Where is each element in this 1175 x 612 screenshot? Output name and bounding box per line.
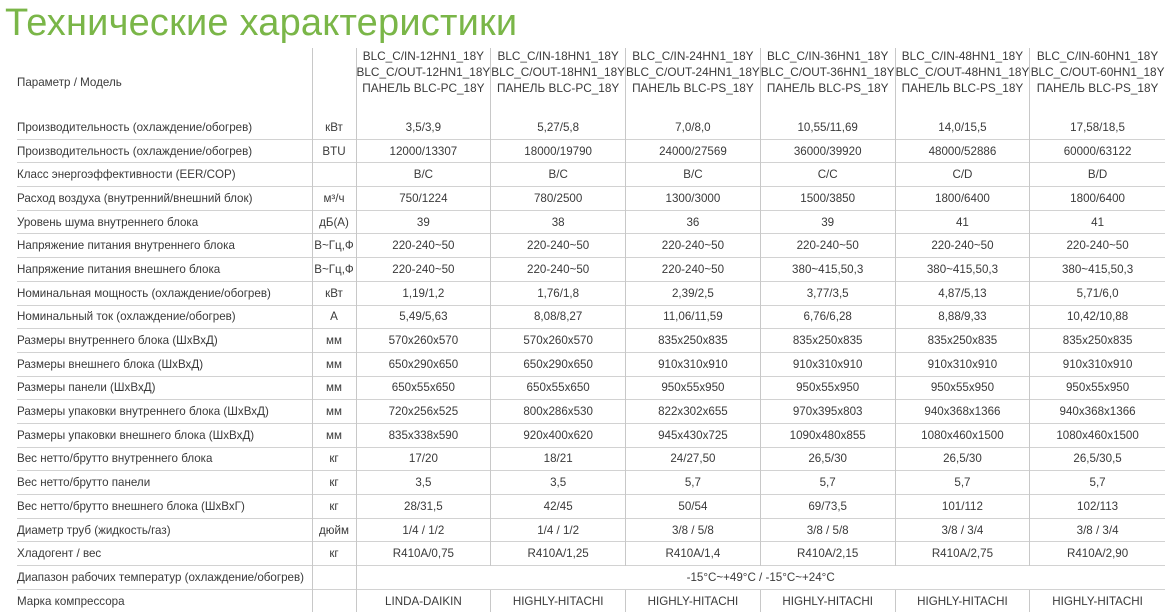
value-cell: 570x260x570 [356,329,491,353]
value-cell: 780/2500 [491,187,626,211]
value-cell: 650x290x650 [491,352,626,376]
value-cell: HIGHLY-HITACHI [760,589,895,612]
value-cell: 101/112 [895,495,1030,519]
value-cell: 5,7 [626,471,761,495]
value-cell: 5,49/5,63 [356,305,491,329]
value-cell: C/C [760,163,895,187]
value-cell: 950x55x950 [626,376,761,400]
table-row [17,163,1165,187]
unit-cell: дБ(А) [312,210,356,234]
unit-cell [312,589,356,612]
value-cell: 910x310x910 [1030,352,1165,376]
unit-cell [312,163,356,187]
outdoor-unit-model: BLC_C/OUT-12HN1_18Y [356,65,491,79]
unit-cell: м³/ч [312,187,356,211]
param-label: Класс энергоэффективности (EER/COP) [17,163,312,187]
value-cell: 28/31,5 [356,495,491,519]
value-cell: 220-240~50 [491,234,626,258]
param-label: Уровень шума внутреннего блока [17,210,312,234]
header-row [17,48,1165,116]
unit-cell: дюйм [312,518,356,542]
unit-cell: кВт [312,116,356,139]
table-row [17,234,1165,258]
value-cell: 220-240~50 [895,234,1030,258]
value-cell: 5,7 [895,471,1030,495]
temperature-range-cell: -15°C~+49°C / -15°C~+24°C [356,566,1165,590]
value-cell: 950x55x950 [760,376,895,400]
table-row [17,352,1165,376]
unit-cell [312,566,356,590]
value-cell: 220-240~50 [626,234,761,258]
value-cell: 220-240~50 [626,258,761,282]
value-cell: 69/73,5 [760,495,895,519]
value-cell: 835x250x835 [895,329,1030,353]
value-cell: 1800/6400 [895,187,1030,211]
value-cell: 940x368x1366 [1030,400,1165,424]
outdoor-unit-model: BLC_C/OUT-18HN1_18Y [491,65,626,79]
table-row [17,116,1165,139]
param-header: Параметр / Модель [17,75,122,89]
value-cell: 1/4 / 1/2 [356,518,491,542]
value-cell: 220-240~50 [356,234,491,258]
param-label: Номинальная мощность (охлаждение/обогрев) [17,281,312,305]
unit-cell: мм [312,329,356,353]
value-cell: 42/45 [491,495,626,519]
table-row [17,423,1165,447]
value-cell: 835x250x835 [626,329,761,353]
value-cell: 920x400x620 [491,423,626,447]
value-cell: 26,5/30,5 [1030,447,1165,471]
value-cell: 3/8 / 3/4 [895,518,1030,542]
unit-cell: кг [312,471,356,495]
unit-cell: А [312,305,356,329]
value-cell: 5,7 [760,471,895,495]
value-cell: 3,77/3,5 [760,281,895,305]
table-row [17,305,1165,329]
value-cell: 41 [895,210,1030,234]
value-cell: HIGHLY-HITACHI [491,589,626,612]
value-cell: 11,06/11,59 [626,305,761,329]
value-cell: 10,42/10,88 [1030,305,1165,329]
value-cell: 14,0/15,5 [895,116,1030,139]
value-cell: R410A/1,4 [626,542,761,566]
table-row [17,566,1165,590]
param-label: Напряжение питания внешнего блока [17,258,312,282]
table-row [17,187,1165,211]
value-cell: 800x286x530 [491,400,626,424]
model-header [626,48,761,116]
value-cell: 945x430x725 [626,423,761,447]
table-row [17,258,1165,282]
value-cell: 5,7 [1030,471,1165,495]
value-cell: 3,5 [356,471,491,495]
param-label: Производительность (охлаждение/обогрев) [17,120,253,134]
value-cell: 24/27,50 [626,447,761,471]
value-cell: 950x55x950 [1030,376,1165,400]
table-row [17,542,1165,566]
outdoor-unit-model: BLC_C/OUT-36HN1_18Y [760,65,895,79]
value-cell: R410A/0,75 [356,542,491,566]
param-label: Вес нетто/брутто внутреннего блока [17,447,312,471]
param-label: Размеры внутреннего блока (ШхВхД) [17,329,312,353]
value-cell: 220-240~50 [356,258,491,282]
value-cell: 1080x460x1500 [1030,423,1165,447]
unit-cell: В~Гц,Ф [312,234,356,258]
param-label: Напряжение питания внутреннего блока [17,234,312,258]
value-cell: 18/21 [491,447,626,471]
unit-cell: мм [312,423,356,447]
value-cell: 1090x480x855 [760,423,895,447]
value-cell: 220-240~50 [760,234,895,258]
param-label: Номинальный ток (охлаждение/обогрев) [17,305,312,329]
value-cell: 1,19/1,2 [356,281,491,305]
value-cell: HIGHLY-HITACHI [1030,589,1165,612]
value-cell: R410A/2,15 [760,542,895,566]
value-cell: 910x310x910 [760,352,895,376]
value-cell: R410A/1,25 [491,542,626,566]
model-header [491,48,626,116]
value-cell: 8,08/8,27 [491,305,626,329]
value-cell: 822x302x655 [626,400,761,424]
table-row [17,376,1165,400]
value-cell: 8,88/9,33 [895,305,1030,329]
value-cell: 835x338x590 [356,423,491,447]
param-label: Производительность (охлаждение/обогрев) [17,139,312,163]
param-label: Размеры панели (ШхВхД) [17,376,312,400]
value-cell: 3,5 [491,471,626,495]
panel-model: ПАНЕЛЬ BLC-PS_18Y [1036,81,1159,95]
unit-cell: мм [312,352,356,376]
outdoor-unit-model: BLC_C/OUT-60HN1_18Y [1030,65,1165,79]
value-cell: 18000/19790 [491,139,626,163]
value-cell: 4,87/5,13 [895,281,1030,305]
value-cell: 970x395x803 [760,400,895,424]
spec-table [17,48,1165,612]
table-row [17,400,1165,424]
value-cell: HIGHLY-HITACHI [626,589,761,612]
param-label: Вес нетто/брутто внешнего блока (ШхВхГ) [17,495,312,519]
unit-cell: В~Гц,Ф [312,258,356,282]
value-cell: 36000/39920 [760,139,895,163]
indoor-unit-model: BLC_C/IN-48HN1_18Y [901,49,1024,63]
value-cell: 570x260x570 [491,329,626,353]
value-cell: 1300/3000 [626,187,761,211]
indoor-unit-model: BLC_C/IN-12HN1_18Y [362,49,485,63]
value-cell: 17,58/18,5 [1030,116,1165,139]
table-row [17,495,1165,519]
value-cell: R410A/2,75 [895,542,1030,566]
panel-model: ПАНЕЛЬ BLC-PS_18Y [901,81,1024,95]
table-row [17,329,1165,353]
value-cell: 5,27/5,8 [491,116,626,139]
table-row [17,210,1165,234]
unit-cell: BTU [312,139,356,163]
outdoor-unit-model: BLC_C/OUT-24HN1_18Y [626,65,760,79]
value-cell: 650x290x650 [356,352,491,376]
unit-cell: кг [312,542,356,566]
value-cell: B/C [626,163,761,187]
page-title: Технические характеристики [5,2,518,44]
value-cell: 380~415,50,3 [1030,258,1165,282]
value-cell: B/C [356,163,491,187]
value-cell: 950x55x950 [895,376,1030,400]
value-cell: 6,76/6,28 [760,305,895,329]
unit-cell: кг [312,495,356,519]
value-cell: 1500/3850 [760,187,895,211]
value-cell: 38 [491,210,626,234]
panel-model: ПАНЕЛЬ BLC-PS_18Y [632,81,754,95]
value-cell: 910x310x910 [626,352,761,376]
outdoor-unit-model: BLC_C/OUT-48HN1_18Y [895,65,1030,79]
table-row [17,471,1165,495]
value-cell: 1/4 / 1/2 [491,518,626,542]
indoor-unit-model: BLC_C/IN-36HN1_18Y [767,49,889,63]
param-label: Диапазон рабочих температур (охлаждение/обогрев) [17,566,312,590]
unit-cell: кВт [312,281,356,305]
value-cell: 2,39/2,5 [626,281,761,305]
unit-header [312,48,356,116]
model-header [1030,48,1165,116]
panel-model: ПАНЕЛЬ BLC-PS_18Y [766,81,889,95]
value-cell: 1080x460x1500 [895,423,1030,447]
unit-cell: кг [312,447,356,471]
value-cell: 48000/52886 [895,139,1030,163]
param-label: Хладогент / вес [17,542,312,566]
value-cell: LINDA-DAIKIN [356,589,491,612]
table-row [17,281,1165,305]
value-cell: 650x55x650 [491,376,626,400]
param-label: Расход воздуха (внутренний/внешний блок) [17,187,312,211]
value-cell: 650x55x650 [356,376,491,400]
unit-cell: мм [312,376,356,400]
param-label: Марка компрессора [17,589,312,612]
value-cell: 3/8 / 3/4 [1030,518,1165,542]
panel-model: ПАНЕЛЬ BLC-PC_18Y [496,81,620,95]
value-cell: 50/54 [626,495,761,519]
value-cell: 26,5/30 [895,447,1030,471]
param-label: Диаметр труб (жидкость/газ) [17,518,312,542]
value-cell: 1800/6400 [1030,187,1165,211]
value-cell: 10,55/11,69 [760,116,895,139]
value-cell: 60000/63122 [1030,139,1165,163]
table-row [17,139,1165,163]
model-header [760,48,895,116]
param-label: Размеры внешнего блока (ШхВхД) [17,352,312,376]
table-row [17,589,1165,612]
value-cell: C/D [895,163,1030,187]
value-cell: 835x250x835 [1030,329,1165,353]
value-cell: 3,5/3,9 [356,116,491,139]
value-cell: 39 [356,210,491,234]
indoor-unit-model: BLC_C/IN-24HN1_18Y [632,49,754,63]
value-cell: 910x310x910 [895,352,1030,376]
value-cell: 36 [626,210,761,234]
value-cell: 5,71/6,0 [1030,281,1165,305]
value-cell: 41 [1030,210,1165,234]
table-row [17,447,1165,471]
param-label: Размеры упаковки внутреннего блока (ШхВхД) [17,400,312,424]
value-cell: R410A/2,90 [1030,542,1165,566]
table-row [17,518,1165,542]
indoor-unit-model: BLC_C/IN-60HN1_18Y [1036,49,1159,63]
value-cell: 220-240~50 [491,258,626,282]
value-cell: 1,76/1,8 [491,281,626,305]
value-cell: 3/8 / 5/8 [626,518,761,542]
model-header [356,48,491,116]
param-label: Размеры упаковки внешнего блока (ШхВхД) [17,423,312,447]
panel-model: ПАНЕЛЬ BLC-PC_18Y [362,81,485,95]
value-cell: 39 [760,210,895,234]
value-cell: B/C [491,163,626,187]
value-cell: 7,0/8,0 [626,116,761,139]
value-cell: 17/20 [356,447,491,471]
value-cell: 12000/13307 [356,139,491,163]
value-cell: 3/8 / 5/8 [760,518,895,542]
value-cell: 24000/27569 [626,139,761,163]
value-cell: 102/113 [1030,495,1165,519]
value-cell: 380~415,50,3 [760,258,895,282]
value-cell: HIGHLY-HITACHI [895,589,1030,612]
value-cell: 720x256x525 [356,400,491,424]
value-cell: 940x368x1366 [895,400,1030,424]
model-header [895,48,1030,116]
value-cell: 750/1224 [356,187,491,211]
value-cell: 380~415,50,3 [895,258,1030,282]
param-label: Вес нетто/брутто панели [17,471,312,495]
indoor-unit-model: BLC_C/IN-18HN1_18Y [497,49,619,63]
value-cell: B/D [1030,163,1165,187]
unit-cell: мм [312,400,356,424]
value-cell: 835x250x835 [760,329,895,353]
value-cell: 26,5/30 [760,447,895,471]
value-cell: 220-240~50 [1030,234,1165,258]
